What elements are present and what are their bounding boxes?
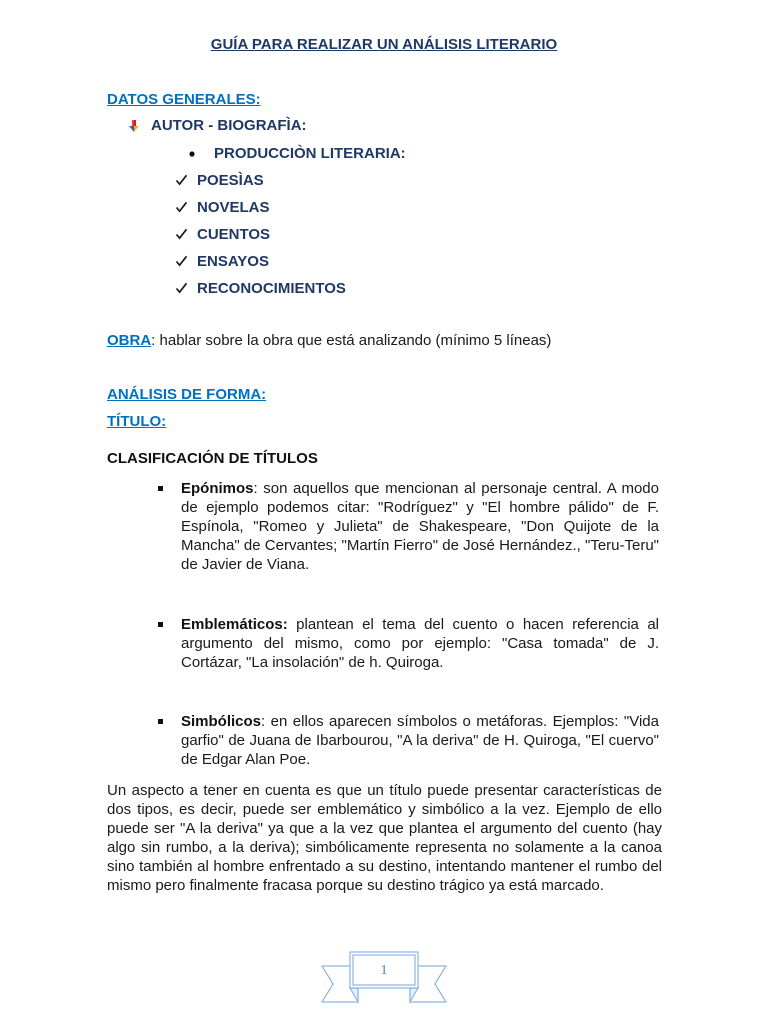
bullet-item-emblematicos xyxy=(181,615,659,672)
titulo-heading: TÍTULO: xyxy=(107,413,167,430)
checkmark-icon xyxy=(175,255,188,267)
check-item-label: ENSAYOS xyxy=(197,253,269,270)
nota-paragraph: Un aspecto a tener en cuenta es que un título puede presentar características de dos tipos, es decir, puede ser emblemático y simbólico a la vez. Ejemplo de ello puede ser "A la deriva" ya que a la vez que plantea el argumento del cuento (hay algo sin rumbo, a la deriva); simbólicamente representa no solamente a la canoa sino también al hombre enfrentado a su destino, intentando mantener el rumbo del mismo pero finalmente fracasa porque su destino trágico ya está marcado. xyxy=(107,782,662,894)
arrow-bullet-icon xyxy=(127,119,141,133)
check-item-label: POESÌAS xyxy=(197,172,264,189)
checkmark-icon xyxy=(175,174,188,186)
autor-biografia-label: AUTOR - BIOGRAFÌA: xyxy=(151,117,307,134)
document-title: GUÍA PARA REALIZAR UN ANÁLISIS LITERARIO xyxy=(210,36,558,53)
check-item-label: NOVELAS xyxy=(197,199,270,216)
bullet-term: Simbólicos xyxy=(181,713,262,730)
checkmark-icon xyxy=(175,228,188,240)
square-bullet-icon xyxy=(158,622,163,627)
checkmark-icon xyxy=(175,201,188,213)
check-list xyxy=(175,171,375,306)
produccion-literaria-label: PRODUCCIÒN LITERARIA: xyxy=(214,145,406,162)
dot-bullet-icon xyxy=(189,151,195,157)
bullet-text: : son aquellos que mencionan al personaje central. A modo de ejemplo podemos citar: "Rodríguez" y "El hombre pálido" de F. Espínola, "Romeo y Julieta" de Shakespeare, "Don Quijote de la Mancha" de Cervantes; "Martín Fierro" de José Hernández., "Teru-Teru" de Javier de Viana. xyxy=(181,480,659,573)
square-bullet-icon xyxy=(158,486,163,491)
obra-text: : hablar sobre la obra que está analizando (mínimo 5 líneas) xyxy=(151,332,552,349)
check-item xyxy=(175,198,375,225)
bullet-item-eponimos xyxy=(181,479,659,574)
bullet-term: Emblemáticos: xyxy=(181,616,288,633)
bullet-text: : en ellos aparecen símbolos o metáforas. Ejemplos: "Vida garfio" de Juana de Ibarbourou, "A la deriva" de H. Quiroga, "El cuervo" de Edgar Alan Poe. xyxy=(181,713,659,768)
clasificacion-heading: CLASIFICACIÓN DE TÍTULOS xyxy=(107,450,318,467)
check-item-label: RECONOCIMIENTOS xyxy=(197,280,346,297)
checkmark-icon xyxy=(175,282,188,294)
obra-label: OBRA xyxy=(107,332,152,349)
page-number: 1 xyxy=(380,963,388,978)
bullet-term: Epónimos xyxy=(181,480,254,497)
square-bullet-icon xyxy=(158,719,163,724)
check-item-label: CUENTOS xyxy=(197,226,271,243)
datos-generales-heading: DATOS GENERALES: xyxy=(107,91,261,108)
bullet-item-simbolicos xyxy=(181,712,659,769)
obra-line xyxy=(107,331,551,350)
check-item xyxy=(175,225,375,252)
bullet-text: plantean el tema del cuento o hacen referencia al argumento del mismo, como por ejemplo: "Casa tomada" de J. Cortázar, "La insolación" de h. Quiroga. xyxy=(181,616,659,671)
analisis-forma-heading: ANÁLISIS DE FORMA: xyxy=(107,386,267,403)
check-item xyxy=(175,171,375,198)
check-item xyxy=(175,252,375,279)
check-item xyxy=(175,279,375,306)
